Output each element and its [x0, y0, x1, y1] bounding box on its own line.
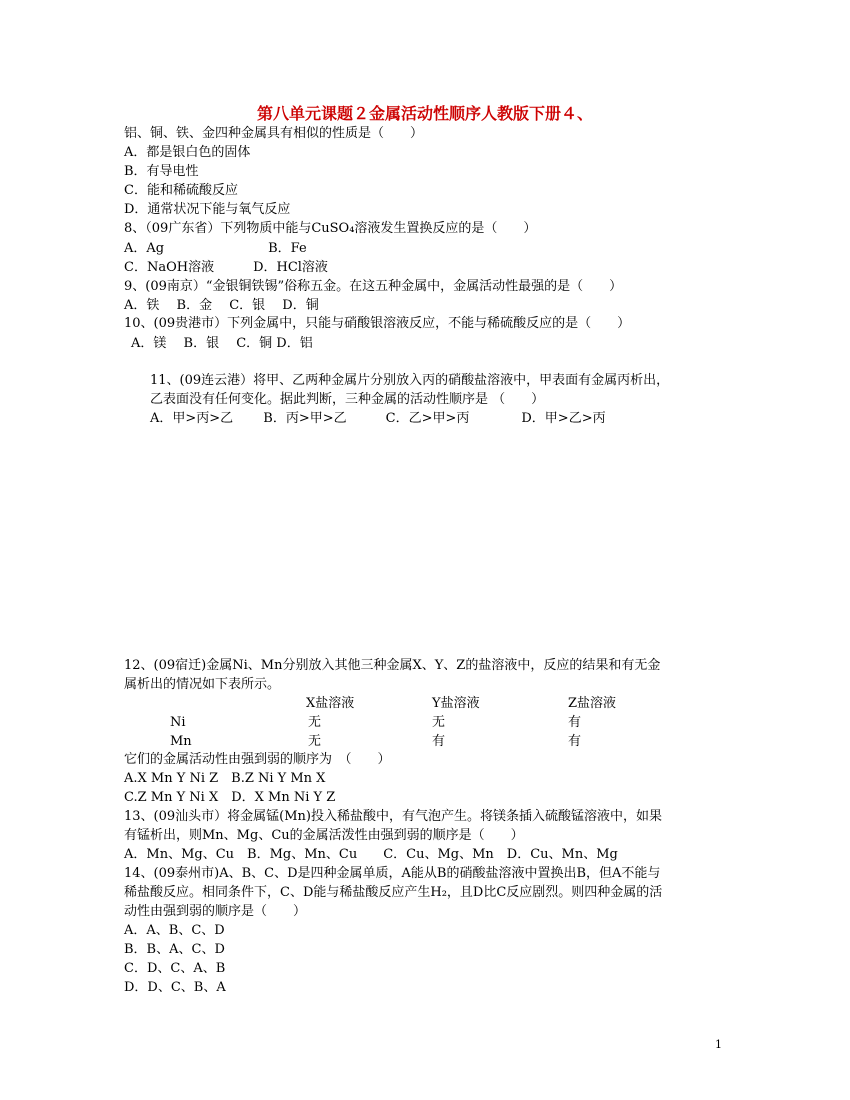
q4-option-a: A．都是银白色的固体: [124, 145, 251, 160]
table-header: X盐溶液: [306, 696, 355, 711]
table-cell: 有: [568, 715, 582, 730]
q8-options-cd: C．NaOH溶液 D．HCl溶液: [124, 260, 328, 275]
page-title: 第八单元课题２金属活动性顺序人教版下册４、: [256, 104, 593, 123]
q4-option-c: C．能和稀硫酸反应: [124, 183, 238, 198]
table-cell: 无: [432, 715, 446, 730]
q4-option-b: B．有导电性: [124, 164, 199, 179]
table-cell: 无: [308, 715, 322, 730]
q14-line1: 14、(09泰州市)A、B、C、D是四种金属单质，A能从B的硝酸盐溶液中置换出B，但A不能与: [124, 866, 661, 881]
q8-stem: 8、（09广东省）下列物质中能与CuSO₄溶液发生置换反应的是（ ）: [124, 221, 537, 236]
q13-line1: 13、(09汕头市）将金属锰(Mn)投入稀盐酸中，有气泡产生。将镁条插入硫酸锰溶液中，如果: [124, 809, 662, 824]
q12-options-ab: A.X Mn Y Ni Z B.Z Ni Y Mn X: [124, 771, 326, 786]
q12-line2: 属析出的情况如下表所示。: [124, 677, 281, 692]
q12-question: 它们的金属活动性由强到弱的顺序为 （ ）: [124, 752, 391, 767]
q13-line2: 有锰析出，则Mn、Mg、Cu的金属活泼性由强到弱的顺序是（ ）: [124, 828, 524, 843]
q11-options: A．甲>丙>乙 B．丙>甲>乙 C．乙>甲>丙 D．甲>乙>丙: [150, 411, 606, 426]
table-cell: 有: [568, 734, 582, 749]
table-cell: 无: [308, 734, 322, 749]
q13-options: A．Mn、Mg、Cu B．Mg、Mn、Cu C．Cu、Mg、Mn D．Cu、Mn、Mg: [124, 847, 618, 862]
table-header: Z盐溶液: [568, 696, 617, 711]
q4-option-d: D．通常状况下能与氧气反应: [124, 202, 291, 217]
q14-option-b: B．B、A、C、D: [124, 942, 225, 957]
q10-options: A．镁 B．银 C．铜 D．铝: [131, 336, 313, 351]
q14-option-c: C．D、C、A、B: [124, 961, 226, 976]
table-header: Y盐溶液: [432, 696, 480, 711]
q14-line2: 稀盐酸反应。相同条件下，C、D能与稀盐酸反应产生H₂，且D比C反应剧烈。则四种金属的活: [124, 885, 663, 900]
q14-line3: 动性由强到弱的顺序是（ ）: [124, 904, 307, 919]
q14-option-d: D．D、C、B、A: [124, 980, 226, 995]
q4-stem: 铝、铜、铁、金四种金属具有相似的性质是（ ）: [124, 126, 424, 141]
q9-options: A．铁 B．金 C．银 D．铜: [124, 298, 319, 313]
table-row-label: Mn: [170, 734, 192, 749]
q8-options-ab: A．Ag B．Fe: [124, 241, 307, 256]
q11-line1: 11、(09连云港）将甲、乙两种金属片分别放入丙的硝酸盐溶液中，甲表面有金属丙析出，: [150, 373, 670, 388]
table-row-label: Ni: [170, 715, 186, 730]
table-cell: 有: [432, 734, 446, 749]
q10-stem: 10、(09贵港市）下列金属中，只能与硝酸银溶液反应，不能与稀硫酸反应的是（ ）: [124, 316, 631, 331]
q14-option-a: A．A、B、C、D: [124, 923, 225, 938]
q11-line2: 乙表面没有任何变化。据此判断，三种金属的活动性顺序是 （ ）: [150, 392, 545, 407]
q12-options-cd: C.Z Mn Y Ni X D．X Mn Ni Y Z: [124, 790, 336, 805]
q12-line1: 12、(09宿迁)金属Ni、Mn分别放入其他三种金属X、Y、Z的盐溶液中，反应的结果和有无金: [124, 658, 661, 673]
page-number: 1: [715, 1038, 722, 1051]
q9-stem: 9、(09南京）“金银铜铁锡”俗称五金。在这五种金属中，金属活动性最强的是（ ）: [124, 279, 623, 294]
